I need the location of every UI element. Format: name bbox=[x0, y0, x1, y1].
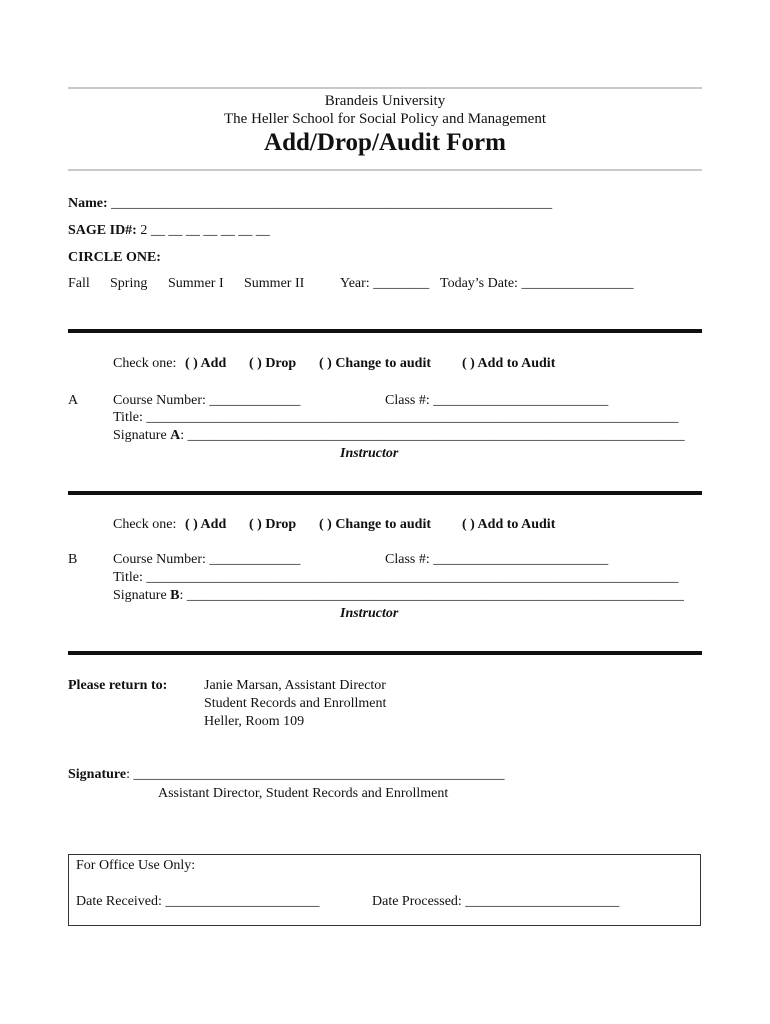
check-one-label: Check one: bbox=[113, 356, 177, 371]
section-a-letter: A bbox=[68, 393, 79, 408]
sage-id-row[interactable] bbox=[68, 223, 270, 239]
option-change-to-audit[interactable]: ( ) Change to audit bbox=[319, 356, 432, 371]
option-change-to-audit[interactable]: ( ) Change to audit bbox=[319, 517, 432, 532]
name-field[interactable]: _______________________________________________________________ bbox=[111, 196, 553, 211]
return-line-2: Student Records and Enrollment bbox=[204, 696, 387, 711]
office-use-box bbox=[68, 854, 701, 926]
signature-prefix: Signature bbox=[113, 428, 171, 443]
section-a-signature[interactable] bbox=[113, 428, 685, 444]
section-b-check-row bbox=[113, 517, 176, 533]
date-processed-field[interactable]: Date Processed: ______________________ bbox=[372, 894, 620, 909]
option-drop[interactable]: ( ) Drop bbox=[249, 517, 297, 532]
signature-line[interactable]: : _______________________________________________________________________ bbox=[180, 428, 685, 443]
option-add-to-audit[interactable]: ( ) Add to Audit bbox=[462, 356, 556, 371]
signature-line[interactable]: : _____________________________________________________ bbox=[126, 767, 505, 782]
signature-letter: A bbox=[170, 428, 181, 443]
office-use-heading: For Office Use Only: bbox=[76, 858, 196, 873]
header-bottom-rule bbox=[68, 169, 702, 171]
signature-caption: Assistant Director, Student Records and Enrollment bbox=[158, 786, 449, 801]
return-line-3: Heller, Room 109 bbox=[204, 714, 305, 729]
university-name: Brandeis University bbox=[324, 93, 446, 109]
section-b-rule bbox=[68, 491, 702, 495]
name-label: Name: bbox=[68, 196, 108, 211]
return-label: Please return to: bbox=[68, 678, 168, 693]
signature-letter: B bbox=[170, 588, 180, 603]
section-a-class-number[interactable]: Class #: _________________________ bbox=[385, 393, 609, 408]
term-fall[interactable]: Fall bbox=[68, 276, 90, 291]
section-b-class-number[interactable]: Class #: _________________________ bbox=[385, 552, 609, 567]
section-a-check-row bbox=[113, 356, 176, 372]
assistant-director-signature[interactable] bbox=[68, 767, 504, 783]
term-summer-1[interactable]: Summer I bbox=[168, 276, 224, 291]
section-a-title[interactable]: Title: ____________________________________________________________________________ bbox=[113, 410, 679, 425]
section-a-rule bbox=[68, 329, 702, 333]
year-field[interactable]: Year: ________ bbox=[340, 276, 430, 291]
option-drop[interactable]: ( ) Drop bbox=[249, 356, 297, 371]
signature-line[interactable]: : _______________________________________________________________________ bbox=[179, 588, 684, 603]
return-line-1: Janie Marsan, Assistant Director bbox=[204, 678, 386, 693]
section-a-course-number[interactable]: Course Number: _____________ bbox=[113, 393, 301, 408]
section-a-instructor-caption: Instructor bbox=[340, 446, 399, 461]
todays-date-field[interactable]: Today’s Date: ________________ bbox=[440, 276, 634, 291]
name-row[interactable] bbox=[68, 196, 552, 212]
option-add[interactable]: ( ) Add bbox=[185, 356, 227, 371]
section-b-letter: B bbox=[68, 552, 78, 567]
sage-id-label: SAGE ID#: bbox=[68, 223, 137, 238]
date-received-field[interactable]: Date Received: ______________________ bbox=[76, 894, 320, 909]
top-rule bbox=[68, 87, 702, 89]
section-b-instructor-caption: Instructor bbox=[340, 606, 399, 621]
return-rule bbox=[68, 651, 702, 655]
check-one-label: Check one: bbox=[113, 517, 177, 532]
page-title: Add/Drop/Audit Form bbox=[264, 129, 506, 156]
section-b-course-number[interactable]: Course Number: _____________ bbox=[113, 552, 301, 567]
circle-one-label: CIRCLE ONE: bbox=[68, 250, 161, 265]
signature-label: Signature bbox=[68, 767, 127, 782]
section-b-title[interactable]: Title: ____________________________________________________________________________ bbox=[113, 570, 679, 585]
term-summer-2[interactable]: Summer II bbox=[244, 276, 305, 291]
option-add-to-audit[interactable]: ( ) Add to Audit bbox=[462, 517, 556, 532]
signature-prefix: Signature bbox=[113, 588, 171, 603]
option-add[interactable]: ( ) Add bbox=[185, 517, 227, 532]
school-name: The Heller School for Social Policy and Management bbox=[224, 111, 546, 127]
term-spring[interactable]: Spring bbox=[110, 276, 148, 291]
sage-id-field[interactable]: 2 __ __ __ __ __ __ __ bbox=[140, 223, 270, 238]
section-b-signature[interactable] bbox=[113, 588, 684, 604]
